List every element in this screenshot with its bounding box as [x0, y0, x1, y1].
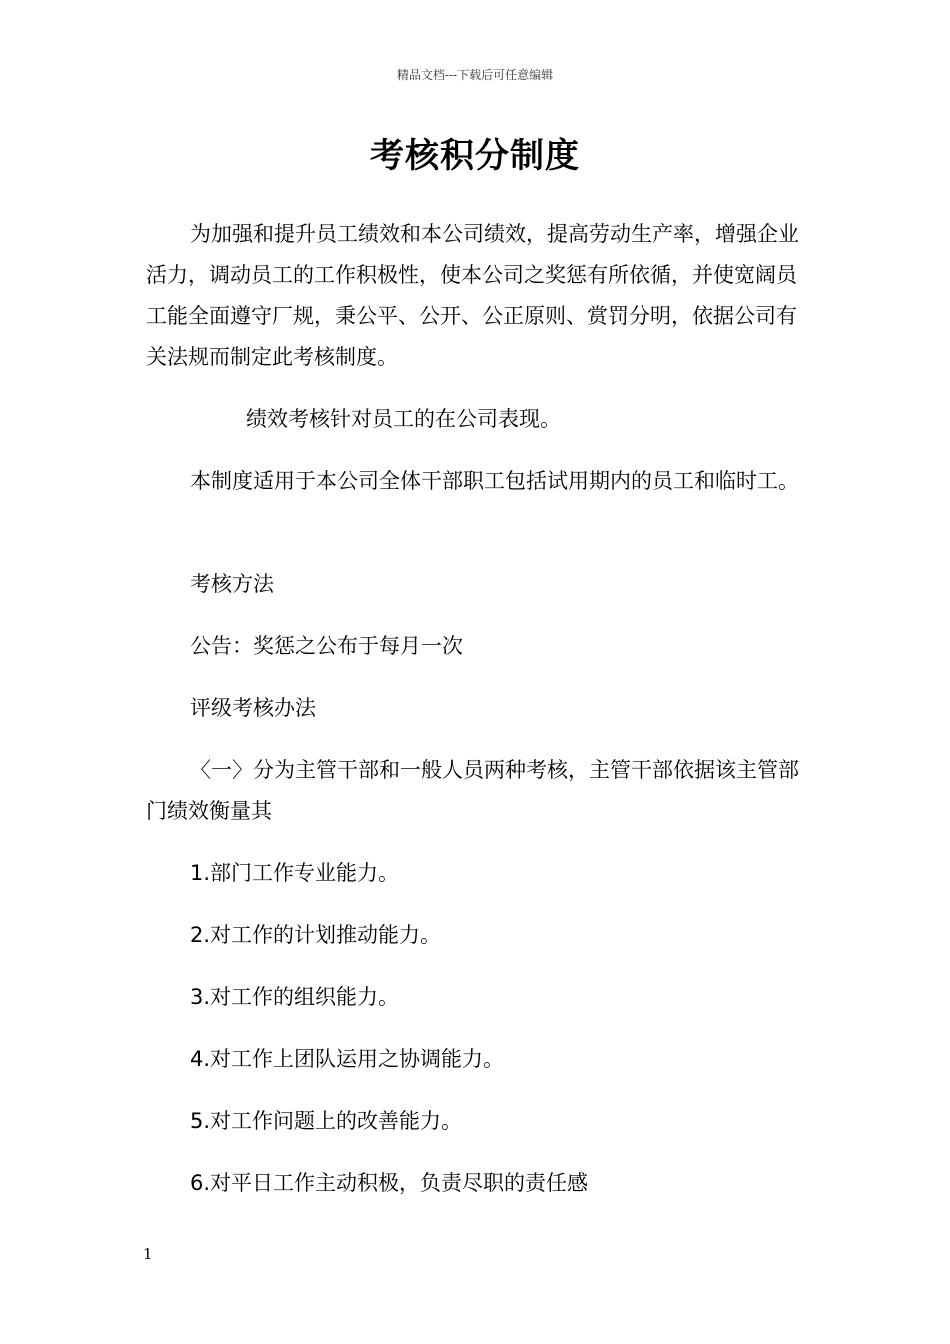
list-item: 2.对工作的计划推动能力。 [190, 923, 442, 947]
paragraph-applicability: 本制度适用于本公司全体干部职工包括试用期内的员工和临时工。 [190, 469, 799, 493]
list-item: 5.对工作问题上的改善能力。 [190, 1109, 463, 1133]
page-title: 考核积分制度 [370, 136, 580, 176]
paragraph-announcement: 公告：奖惩之公布于每月一次 [190, 634, 463, 658]
list-item: 1.部门工作专业能力。 [190, 861, 400, 885]
list-item: 3.对工作的组织能力。 [190, 985, 400, 1009]
paragraph-section-one: 〈一〉分为主管干部和一般人员两种考核，主管干部依据该主管部门绩效衡量其 [146, 758, 799, 823]
list-item: 6.对平日工作主动积极，负责尽职的责任感 [190, 1171, 589, 1195]
paragraph-intro: 为加强和提升员工绩效和本公司绩效，提高劳动生产率，增强企业活力，调动员工的工作积极性，使本公司之奖惩有所依循，并使宽阔员工能全面遵守厂规，秉公平、公开、公正原则、赏罚分明，依据公司有关法规而制定此考核制度。 [146, 222, 799, 369]
paragraph-method-heading: 考核方法 [190, 572, 274, 596]
paragraph-scope-performance: 绩效考核针对员工的在公司表现。 [246, 407, 561, 431]
page-number: 1 [143, 1245, 153, 1263]
list-item: 4.对工作上团队运用之协调能力。 [190, 1047, 505, 1071]
paragraph-rating-heading: 评级考核办法 [190, 696, 316, 720]
header-note: 精品文档---下载后可任意编辑 [396, 68, 554, 82]
